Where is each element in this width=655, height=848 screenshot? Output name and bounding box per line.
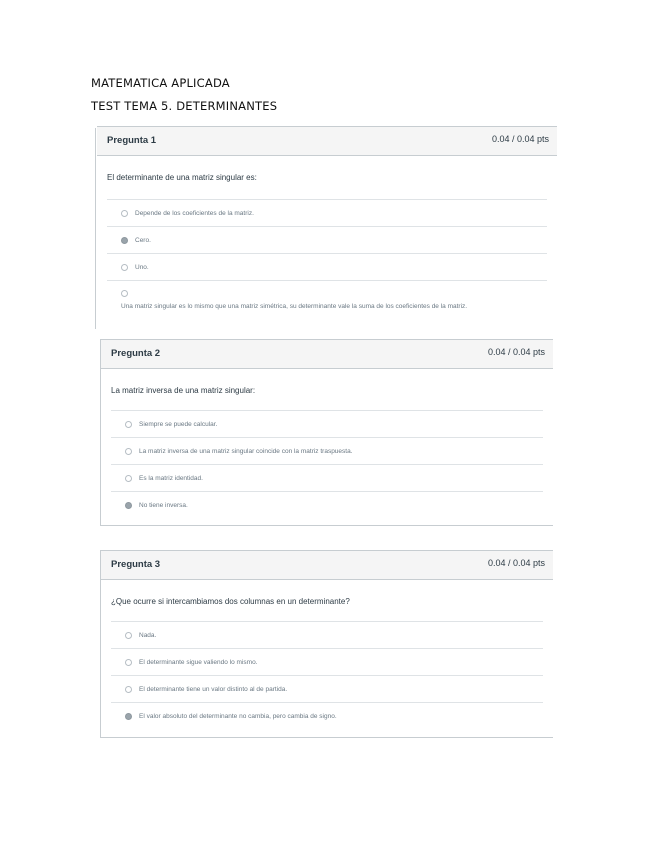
answer-option[interactable] <box>107 253 547 280</box>
question-3-text: ¿Que ocurre si intercambiamos dos columnas en un determinante? <box>111 597 350 606</box>
radio-button-selected[interactable] <box>125 713 132 720</box>
document-title: MATEMATICA APLICADA <box>91 76 230 90</box>
question-2-points: 0.04 / 0.04 pts <box>487 347 545 357</box>
answer-option[interactable] <box>111 464 543 491</box>
question-1 <box>97 126 557 321</box>
answer-label: El valor absoluto del determinante no cambia, pero cambia de signo. <box>139 712 337 720</box>
question-1-answers <box>107 199 547 317</box>
answer-option[interactable] <box>107 199 547 226</box>
radio-button-selected[interactable] <box>125 502 132 509</box>
radio-button[interactable] <box>121 264 128 271</box>
question-2-title: Pregunta 2 <box>111 348 161 359</box>
answer-option[interactable] <box>111 410 543 437</box>
answer-label: El determinante sigue valiendo lo mismo. <box>139 658 258 666</box>
answer-option[interactable] <box>107 226 547 253</box>
answer-option[interactable] <box>111 648 543 675</box>
question-1-header <box>97 127 557 156</box>
question-2-text: La matriz inversa de una matriz singular: <box>111 386 256 395</box>
radio-button[interactable] <box>125 632 132 639</box>
answer-option[interactable] <box>111 621 543 648</box>
radio-button-selected[interactable] <box>121 237 128 244</box>
question-1-text: El determinante de una matriz singular es: <box>107 173 257 182</box>
radio-button[interactable] <box>125 686 132 693</box>
answer-option[interactable] <box>107 280 547 317</box>
answer-label: El determinante tiene un valor distinto al de partida. <box>139 685 288 693</box>
question-2 <box>100 339 553 526</box>
question-3 <box>100 550 553 738</box>
question-2-answers <box>111 410 543 518</box>
answer-option[interactable] <box>111 702 543 729</box>
answer-label: Cero. <box>135 236 151 244</box>
answer-option[interactable] <box>111 437 543 464</box>
radio-button[interactable] <box>121 210 128 217</box>
answer-label: Depende de los coeficientes de la matriz. <box>135 209 254 217</box>
question-1-title: Pregunta 1 <box>107 135 157 146</box>
question-3-title: Pregunta 3 <box>111 559 161 570</box>
radio-button[interactable] <box>121 290 128 297</box>
answer-option[interactable] <box>111 491 543 518</box>
answer-label: La matriz inversa de una matriz singular coincide con la matriz traspuesta. <box>139 447 353 455</box>
question-2-header <box>101 340 553 369</box>
radio-button[interactable] <box>125 475 132 482</box>
answer-label: Es la matriz identidad. <box>139 474 203 482</box>
question-3-header <box>101 551 553 580</box>
document-subtitle: TEST TEMA 5. DETERMINANTES <box>91 99 278 113</box>
question-3-answers <box>111 621 543 729</box>
radio-button[interactable] <box>125 448 132 455</box>
radio-button[interactable] <box>125 659 132 666</box>
question-1-points: 0.04 / 0.04 pts <box>491 134 549 144</box>
radio-button[interactable] <box>125 421 132 428</box>
question-3-points: 0.04 / 0.04 pts <box>487 558 545 568</box>
answer-label: Nada. <box>139 631 157 639</box>
question-1-left-border <box>95 128 96 329</box>
answer-label: Siempre se puede calcular. <box>139 420 218 428</box>
answer-label: No tiene inversa. <box>139 501 188 509</box>
answer-label: Uno. <box>135 263 149 271</box>
answer-label: Una matriz singular es lo mismo que una matriz simétrica, su determinante vale la suma de los coeficientes de la matriz. <box>121 303 468 310</box>
answer-option[interactable] <box>111 675 543 702</box>
